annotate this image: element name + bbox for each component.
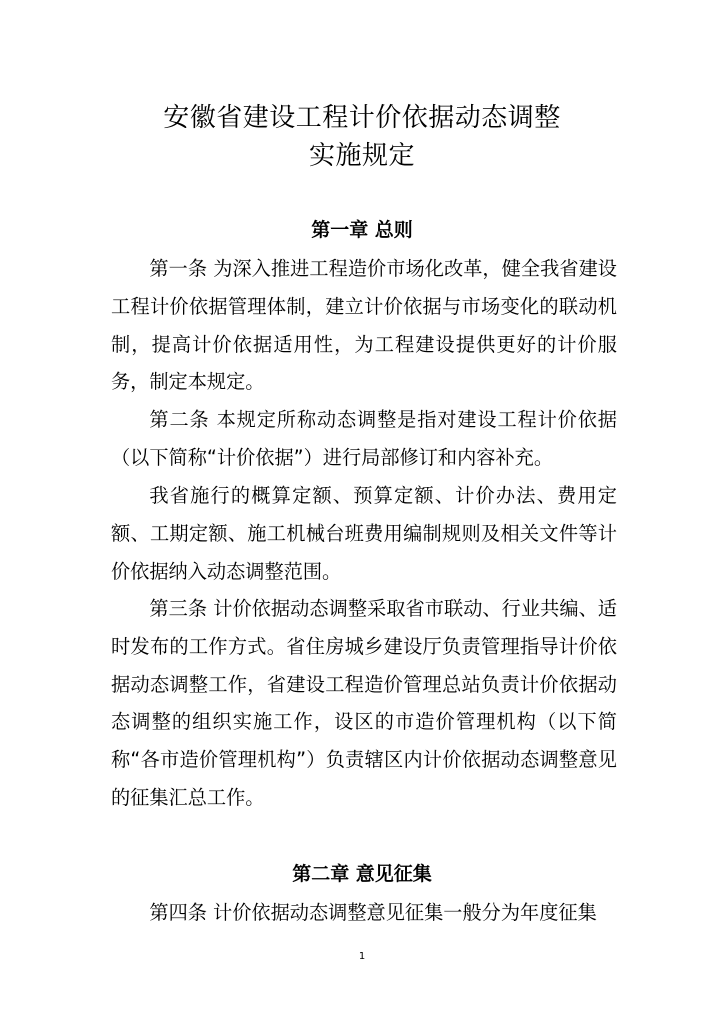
document-title-line-2: 实施规定 xyxy=(308,141,415,171)
article-1-paragraph: 第一条 为深入推进工程造价市场化改革，健全我省建设工程计价依据管理体制，建立计价依据与市场变化的联动机制，提高计价依据适用性，为工程建设提供更好的计价服务，制定本规定。 xyxy=(111,257,617,394)
calculation-basis-scope-paragraph: 我省施行的概算定额、预算定额、计价办法、费用定额、工期定额、施工机械台班费用编制规则及相关文件等计价依据纳入动态调整范围。 xyxy=(111,484,617,583)
article-2-paragraph: 第二条 本规定所称动态调整是指对建设工程计价依据（以下简称“计价依据”）进行局部修订和内容补充。 xyxy=(111,408,617,469)
chapter-1-heading: 第一章 总则 xyxy=(311,219,413,241)
page-number: 1 xyxy=(358,951,366,962)
chapter-2-heading: 第二章 意见征集 xyxy=(292,863,432,885)
article-4-paragraph: 第四条 计价依据动态调整意见征集一般分为年度征集 xyxy=(149,901,597,924)
document-title-line-1: 安徽省建设工程计价依据动态调整 xyxy=(163,103,561,133)
article-3-paragraph: 第三条 计价依据动态调整采取省市联动、行业共编、适时发布的工作方式。省住房城乡建设厅负责管理指导计价依据动态调整工作，省建设工程造价管理总站负责计价依据动态调整的组织实施工作，设区的市造价管理机构（以下简称“各市造价管理机构”）负责辖区内计价依据动态调整意见的征集汇总工作。 xyxy=(111,597,617,809)
